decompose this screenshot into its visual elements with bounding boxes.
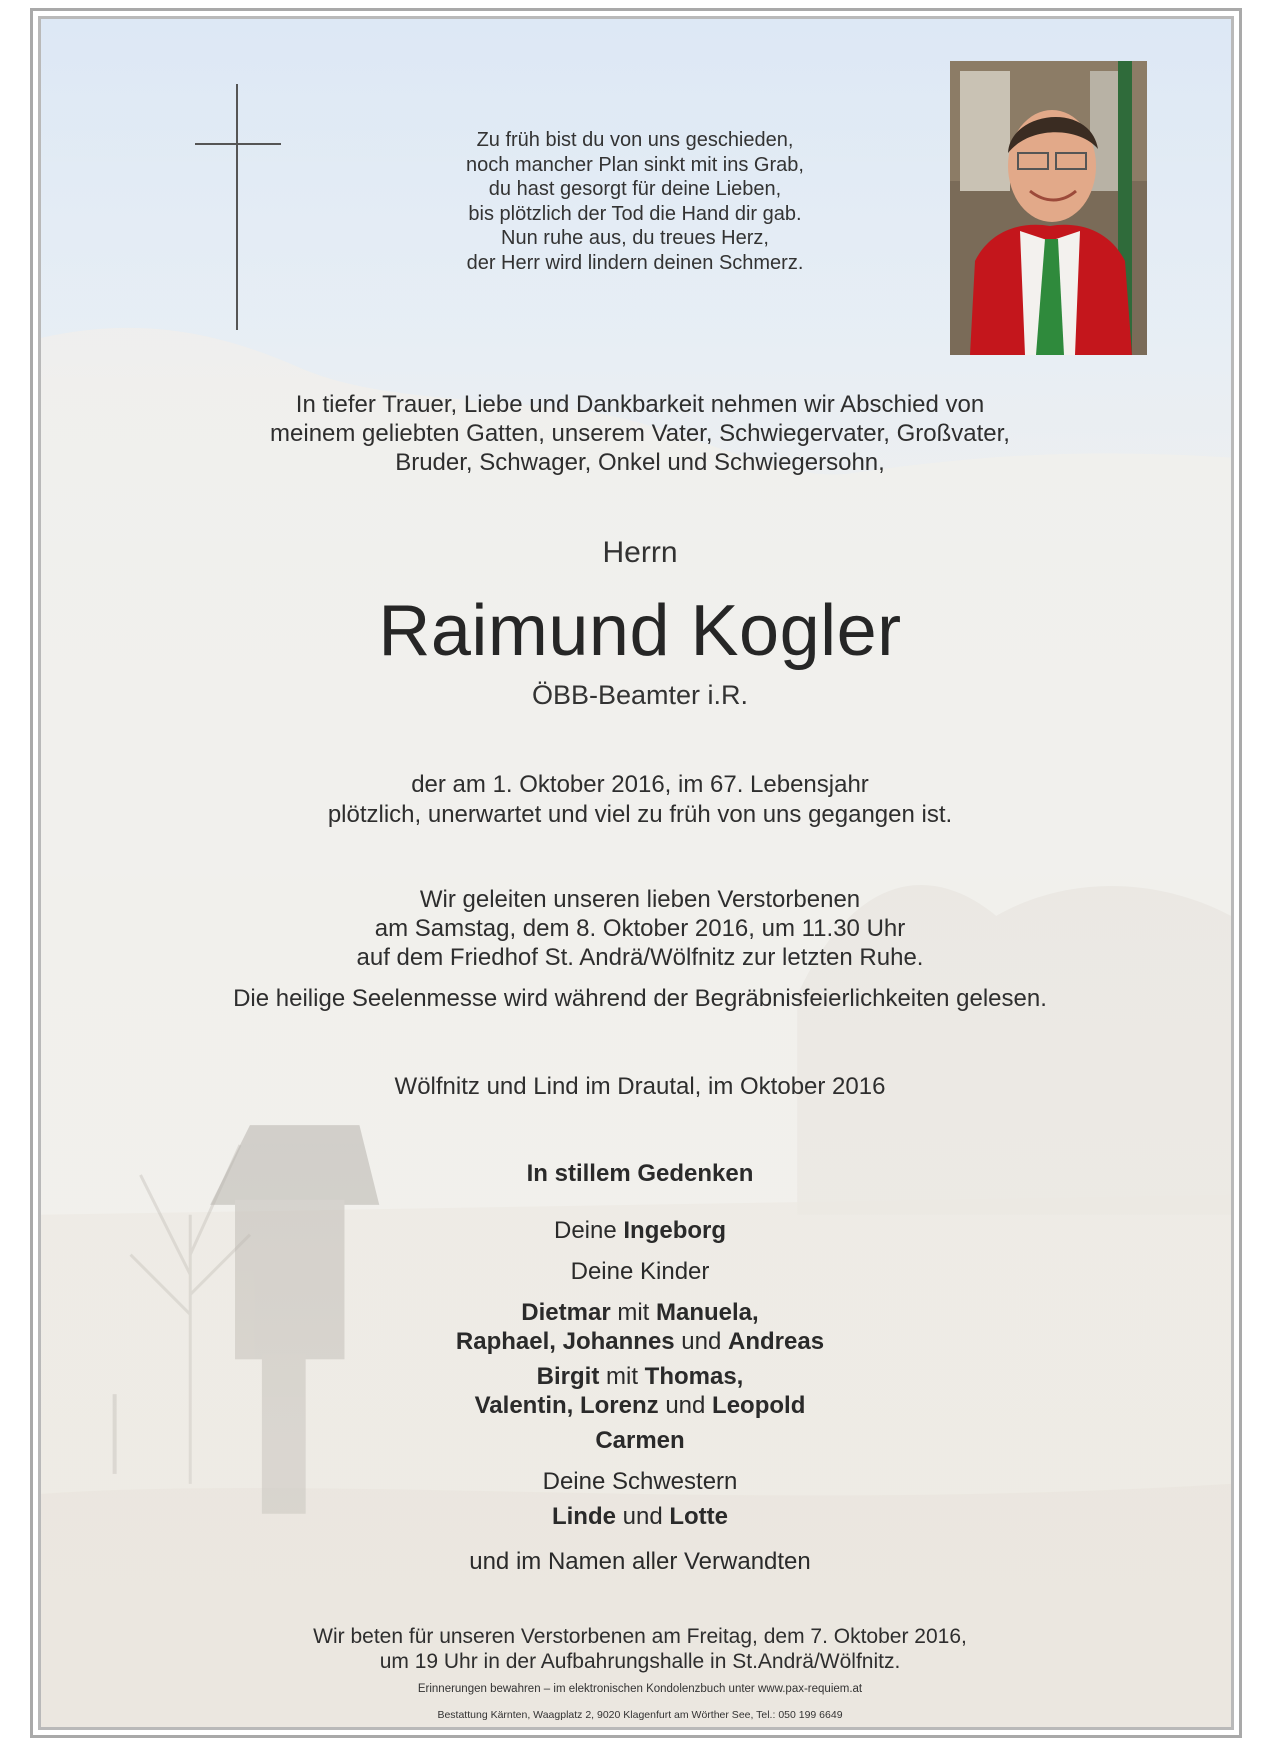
- mourner-wife: [0, 1216, 1280, 1245]
- salutation: Herrn: [602, 536, 678, 569]
- mourner-connector: und: [674, 1328, 729, 1355]
- deceased-title: ÖBB-Beamter i.R.: [531, 680, 749, 710]
- memory-heading: In stillem Gedenken: [526, 1160, 754, 1187]
- mourner-name: Andreas: [728, 1328, 825, 1355]
- intro-text: [0, 390, 1280, 477]
- mourner-name: Thomas,: [644, 1363, 744, 1390]
- intro-line: In tiefer Trauer, Liebe und Dankbarkeit nehmen wir Abschied von: [295, 391, 985, 418]
- sisters-heading: Deine Schwestern: [542, 1468, 738, 1495]
- funeral-notice-line: auf dem Friedhof St. Andrä/Wölfnitz zur letzten Ruhe.: [356, 944, 924, 971]
- mourner-family-1-children: [0, 1327, 1280, 1356]
- death-notice-line: der am 1. Oktober 2016, im 67. Lebensjahr: [411, 771, 869, 798]
- mourner-family-2-children: [0, 1391, 1280, 1420]
- mourner-family-3: [0, 1426, 1280, 1455]
- mourner-name: Raphael, Johannes: [455, 1328, 675, 1355]
- death-notice: [0, 770, 1280, 830]
- mourner-connector: mit: [610, 1299, 656, 1326]
- mourner-name: Ingeborg: [623, 1217, 727, 1244]
- funeral-notice-line: am Samstag, dem 8. Oktober 2016, um 11.30 Uhr: [374, 915, 906, 942]
- funeral-notice-line: Wir geleiten unseren lieben Verstorbenen: [419, 886, 861, 913]
- mourner-name: Linde: [551, 1503, 616, 1530]
- mourner-name: Manuela,: [656, 1299, 759, 1326]
- poem-line: Zu früh bist du von uns geschieden,: [476, 129, 794, 151]
- mourner-name: Lotte: [669, 1503, 729, 1530]
- mourner-connector: und: [615, 1503, 670, 1530]
- mourner-prefix: Deine: [553, 1217, 624, 1244]
- poem-line: Nun ruhe aus, du treues Herz,: [501, 227, 769, 249]
- mourner-family-1: [0, 1298, 1280, 1327]
- footer-undertaker: Bestattung Kärnten, Waagplatz 2, 9020 Klagenfurt am Wörther See, Tel.: 050 199 6649: [437, 1709, 843, 1721]
- children-heading: Deine Kinder: [570, 1258, 710, 1285]
- place-date: Wölfnitz und Lind im Drautal, im Oktober 2016: [394, 1073, 886, 1100]
- poem-line: bis plötzlich der Tod die Hand dir gab.: [468, 202, 802, 225]
- mourner-relatives: und im Namen aller Verwandten: [469, 1548, 811, 1575]
- mourner-name: Valentin, Lorenz: [474, 1392, 659, 1419]
- prayer-notice: [0, 1624, 1280, 1674]
- footer-condolence: Erinnerungen bewahren – im elektronischen Kondolenzbuch unter www.pax-requiem.at: [417, 1683, 863, 1695]
- cross-vertical-bar: [236, 84, 238, 330]
- mourners-list: [0, 1216, 1280, 1576]
- mourner-name: Carmen: [595, 1427, 685, 1454]
- mourner-family-2: [0, 1362, 1280, 1391]
- poem-line: du hast gesorgt für deine Lieben,: [488, 178, 782, 200]
- intro-line: Bruder, Schwager, Onkel und Schwiegersohn,: [395, 449, 885, 476]
- death-notice-line: plötzlich, unerwartet und viel zu früh von uns gegangen ist.: [327, 801, 953, 828]
- mourner-connector: und: [658, 1392, 713, 1419]
- deceased-name: Raimund Kogler: [378, 591, 902, 671]
- cross-horizontal-bar: [195, 143, 281, 145]
- prayer-notice-line: Wir beten für unseren Verstorbenen am Freitag, dem 7. Oktober 2016,: [313, 1625, 967, 1648]
- poem-line: der Herr wird lindern deinen Schmerz.: [466, 251, 804, 274]
- portrait-photo: [950, 61, 1147, 355]
- mass-notice: Die heilige Seelenmesse wird während der Begräbnisfeierlichkeiten gelesen.: [233, 985, 1047, 1012]
- prayer-notice-line: um 19 Uhr in der Aufbahrungshalle in St.Andrä/Wölfnitz.: [379, 1650, 901, 1673]
- mourner-name: Leopold: [712, 1392, 806, 1419]
- intro-line: meinem geliebten Gatten, unserem Vater, Schwiegervater, Großvater,: [270, 420, 1010, 447]
- funeral-notice: [0, 885, 1280, 972]
- mourner-name: Dietmar: [521, 1299, 611, 1326]
- mourner-sisters: [0, 1502, 1280, 1531]
- mourner-connector: mit: [599, 1363, 645, 1390]
- mourner-name: Birgit: [536, 1363, 600, 1390]
- poem-line: noch mancher Plan sinkt mit ins Grab,: [466, 153, 804, 176]
- poem: [390, 128, 880, 275]
